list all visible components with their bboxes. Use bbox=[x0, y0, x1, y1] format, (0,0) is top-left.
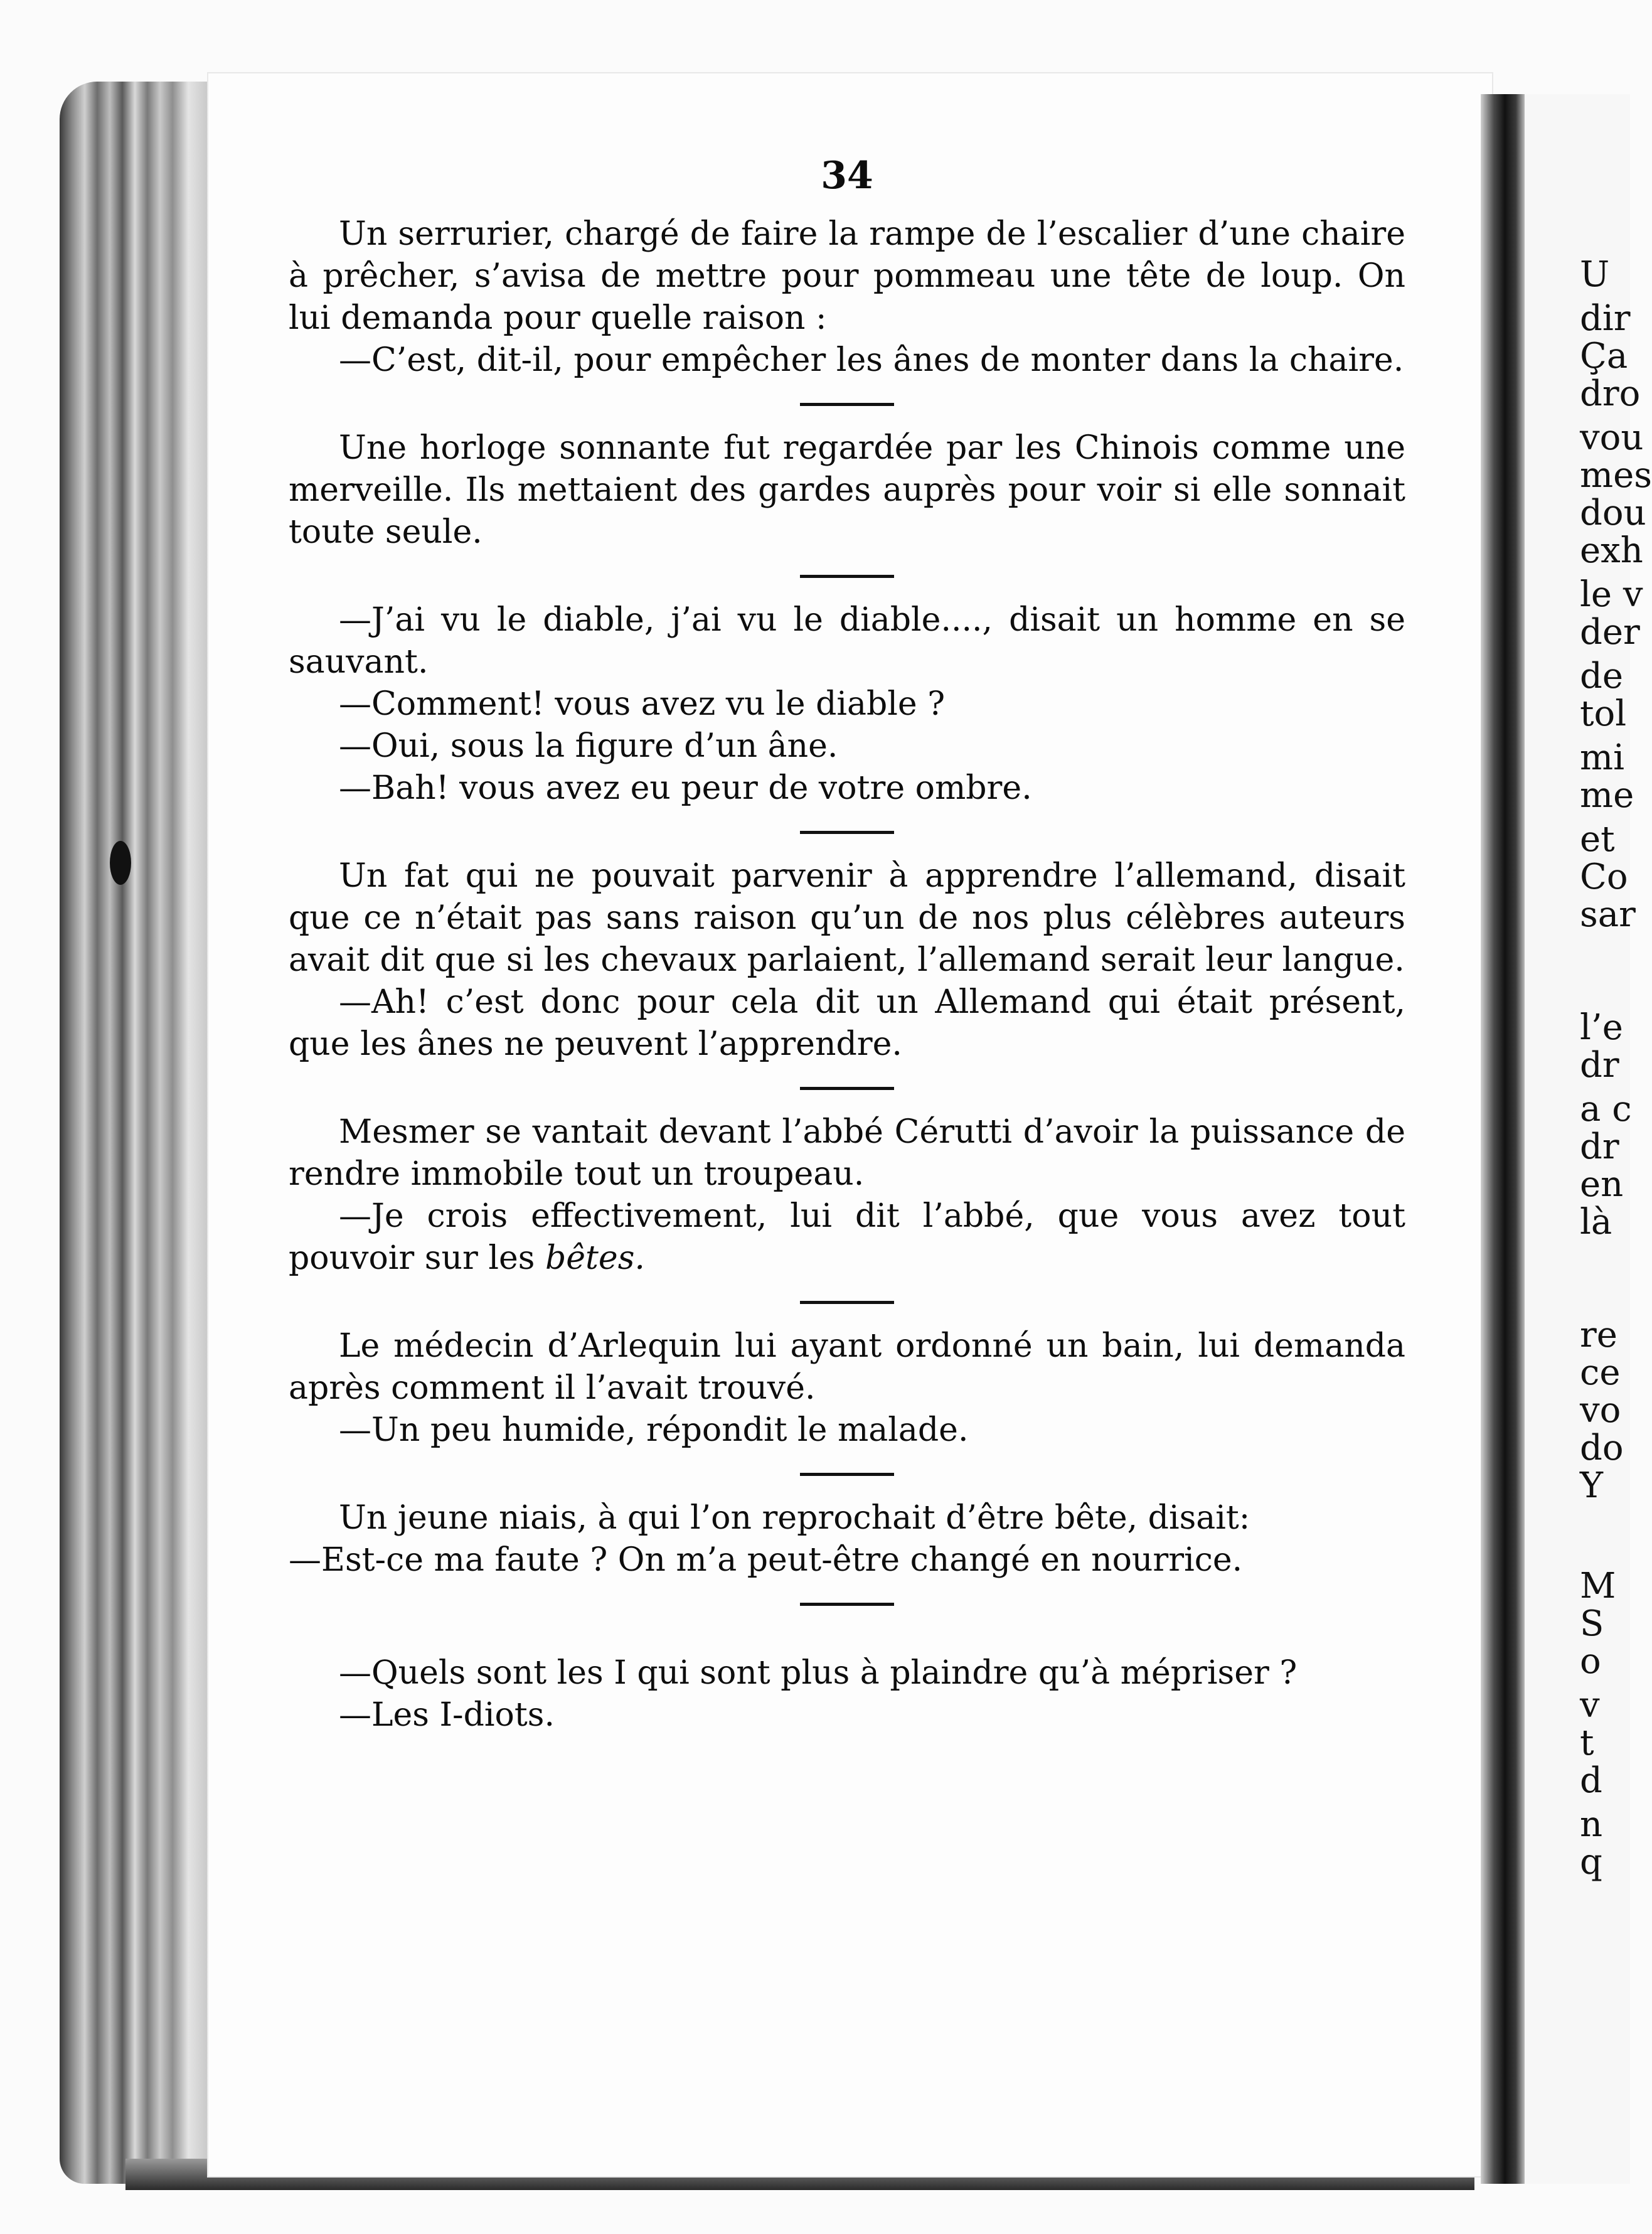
right-page-fragment: ce bbox=[1580, 1352, 1621, 1393]
right-page-fragment: dou bbox=[1580, 493, 1646, 533]
paragraph: —Est-ce ma faute ? On m’a peut-être changé en nourrice. bbox=[289, 1541, 1243, 1579]
right-page-fragment: dr bbox=[1580, 1045, 1619, 1086]
paragraph: Un serrurier, chargé de faire la rampe de l’escalier d’une chaire à prêcher, s’avisa de mettre pour pommeau une tête de loup. On lui demanda pour quelle raison : bbox=[289, 215, 1405, 337]
right-page-fragment: Ça bbox=[1580, 336, 1628, 377]
italic-word: bêtes. bbox=[545, 1239, 645, 1277]
right-page-fragment: v bbox=[1580, 1685, 1600, 1726]
ink-blot bbox=[110, 841, 131, 885]
separator-rule bbox=[800, 1473, 894, 1476]
right-page-fragment: exh bbox=[1580, 530, 1643, 571]
paragraph: Un jeune niais, à qui l’on reprochait d’être bête, disait: bbox=[339, 1499, 1250, 1537]
right-page-fragment: Y bbox=[1580, 1465, 1603, 1506]
right-page-fragment: tol bbox=[1580, 693, 1627, 734]
paragraph: —Comment! vous avez vu le diable ? bbox=[339, 685, 946, 723]
right-page-fragment: en bbox=[1580, 1164, 1624, 1205]
book-gutter bbox=[1481, 94, 1525, 2184]
right-page-fragment: mes bbox=[1580, 455, 1652, 496]
page-number: 34 bbox=[821, 154, 873, 198]
paragraph: —C’est, dit-il, pour empêcher les ânes de monter dans la chaire. bbox=[339, 341, 1404, 379]
separator-rule bbox=[800, 1603, 894, 1606]
right-page-fragment: me bbox=[1580, 775, 1634, 816]
paragraph: —Quels sont les I qui sont plus à plaindre qu’à mépriser ? bbox=[339, 1654, 1298, 1692]
paragraph: Un fat qui ne pouvait parvenir à apprendre l’allemand, disait que ce n’était pas sans raison qu’un de nos plus célèbres auteurs avait dit que si les chevaux parlaient, l’allemand serait leur langue. bbox=[289, 857, 1405, 979]
separator-rule bbox=[800, 575, 894, 578]
right-page-fragment: U bbox=[1580, 254, 1610, 295]
separator-rule bbox=[800, 1301, 894, 1304]
right-page-fragment: dr bbox=[1580, 1126, 1619, 1167]
right-page-fragment: mi bbox=[1580, 737, 1625, 778]
right-page-edge bbox=[1525, 94, 1652, 2184]
right-page-fragment: t bbox=[1580, 1723, 1594, 1763]
paragraph: Mesmer se vantait devant l’abbé Cérutti d’avoir la puissance de rendre immobile tout un troupeau. bbox=[289, 1113, 1405, 1193]
right-page-fragment: a c bbox=[1580, 1089, 1632, 1130]
separator-rule bbox=[800, 403, 894, 406]
right-page-fragment: le v bbox=[1580, 574, 1643, 615]
right-page-fragment: vo bbox=[1580, 1390, 1621, 1431]
right-page-fragment: q bbox=[1580, 1842, 1602, 1883]
right-page-fragment: et bbox=[1580, 819, 1615, 860]
right-page-fragment: do bbox=[1580, 1428, 1624, 1468]
right-page-fragment: re bbox=[1580, 1315, 1617, 1355]
right-page-fragment: S bbox=[1580, 1603, 1604, 1644]
paragraph-text: —Je crois effectivement, lui dit l’abbé, que vous avez tout pouvoir sur les bbox=[289, 1197, 1405, 1277]
right-page-fragment: là bbox=[1580, 1202, 1612, 1243]
page-text bbox=[289, 151, 1405, 1736]
paragraph: —Les I-diots. bbox=[339, 1696, 555, 1734]
right-page-fragment: n bbox=[1580, 1804, 1603, 1845]
separator-rule bbox=[800, 1087, 894, 1090]
page-stack-edge bbox=[60, 82, 216, 2184]
right-page-fragment: Co bbox=[1580, 857, 1628, 897]
right-page-fragment: l’e bbox=[1580, 1007, 1623, 1048]
right-page-fragment: sar bbox=[1580, 894, 1636, 935]
spacer bbox=[289, 1627, 1405, 1652]
paragraph: —Ah! c’est donc pour cela dit un Allemand qui était présent, que les ânes ne peuvent l’apprendre. bbox=[289, 983, 1405, 1063]
right-page-fragment: o bbox=[1580, 1641, 1601, 1682]
right-page-fragment: M bbox=[1580, 1566, 1616, 1606]
paragraph: —Un peu humide, répondit le malade. bbox=[339, 1411, 969, 1449]
right-page-fragment: dro bbox=[1580, 373, 1641, 414]
right-page-fragment: dir bbox=[1580, 298, 1631, 339]
paragraph: Une horloge sonnante fut regardée par les Chinois comme une merveille. Ils mettaient des gardes auprès pour voir si elle sonnait toute seule. bbox=[289, 429, 1405, 551]
paragraph: —Oui, sous la figure d’un âne. bbox=[339, 727, 838, 765]
right-page-fragment: vou bbox=[1580, 417, 1644, 458]
right-page-fragment: d bbox=[1580, 1760, 1602, 1801]
paragraph: Le médecin d’Arlequin lui ayant ordonné un bain, lui demanda après comment il l’avait trouvé. bbox=[289, 1327, 1405, 1407]
paragraph bbox=[289, 1195, 1405, 1280]
paragraph: —Bah! vous avez eu peur de votre ombre. bbox=[339, 769, 1032, 807]
right-page-fragment: de bbox=[1580, 656, 1623, 697]
separator-rule bbox=[800, 831, 894, 834]
paragraph: —J’ai vu le diable, j’ai vu le diable...., disait un homme en se sauvant. bbox=[289, 601, 1405, 681]
right-page-fragment: der bbox=[1580, 612, 1640, 653]
